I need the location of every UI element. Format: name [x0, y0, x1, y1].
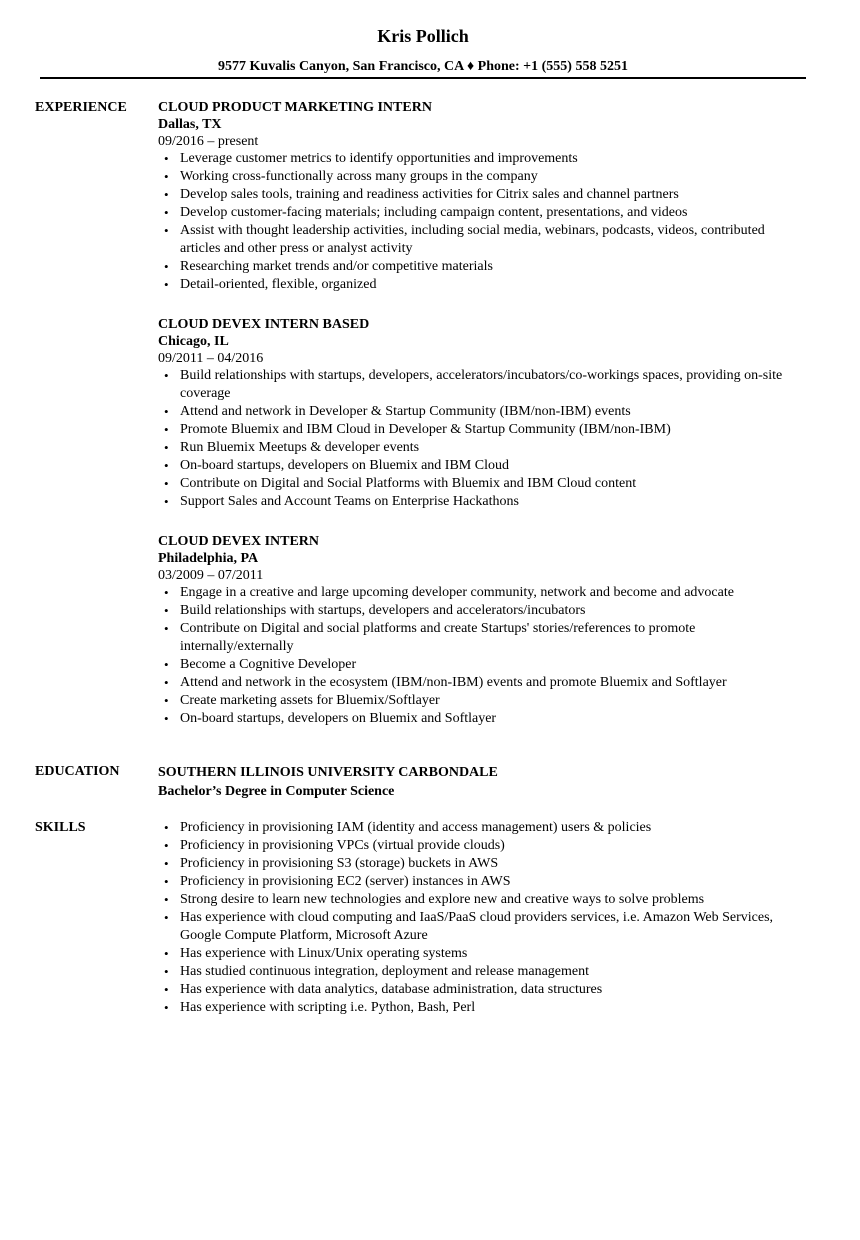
job-title: CLOUD PRODUCT MARKETING INTERN — [158, 100, 432, 115]
list-item: • Has experience with Linux/Unix operating systems — [158, 945, 808, 963]
school-name: SOUTHERN ILLINOIS UNIVERSITY CARBONDALE — [158, 765, 498, 780]
list-item: • Assist with thought leadership activities, including social media, webinars, podcasts, videos, contributed articles and other press or analyst activity — [158, 222, 808, 258]
list-item: • Engage in a creative and large upcoming developer community, network and become and advocate — [158, 584, 808, 602]
job-bullets — [158, 367, 808, 511]
job-entry — [158, 533, 808, 728]
job-location: Philadelphia, PA — [158, 551, 259, 566]
list-item: • Attend and network in the ecosystem (IBM/non-IBM) events and promote Bluemix and Softlayer — [158, 674, 808, 692]
list-item: • Proficiency in provisioning VPCs (virtual provide clouds) — [158, 837, 808, 855]
list-item: • Run Bluemix Meetups & developer events — [158, 439, 808, 457]
job-location: Chicago, IL — [158, 334, 229, 349]
job-title: CLOUD DEVEX INTERN BASED — [158, 317, 370, 332]
candidate-name: Kris Pollich — [377, 26, 469, 46]
job-dates: 09/2011 – 04/2016 — [158, 351, 264, 366]
list-item: • Proficiency in provisioning S3 (storage) buckets in AWS — [158, 855, 808, 873]
phone: Phone: +1 (555) 558 5251 — [477, 59, 628, 74]
job-entry — [158, 316, 808, 511]
header-divider — [40, 77, 806, 79]
list-item: • Build relationships with startups, developers, accelerators/incubators/co-workings spaces, providing on-site coverage — [158, 367, 808, 403]
list-item: • Has experience with data analytics, database administration, data structures — [158, 981, 808, 999]
address: 9577 Kuvalis Canyon, San Francisco, CA — [218, 59, 464, 74]
job-dates: 03/2009 – 07/2011 — [158, 568, 264, 583]
diamond-separator-icon: ♦ — [466, 59, 475, 74]
list-item: • Leverage customer metrics to identify opportunities and improvements — [158, 150, 808, 168]
list-item: • Develop sales tools, training and readiness activities for Citrix sales and channel partners — [158, 186, 808, 204]
contact-line — [0, 58, 846, 76]
job-dates: 09/2016 – present — [158, 134, 259, 149]
list-item: • Contribute on Digital and social platforms and create Startups' stories/references to promote internally/externally — [158, 620, 808, 656]
experience-list — [158, 99, 808, 750]
education-entry — [158, 763, 808, 802]
section-label-experience: EXPERIENCE — [35, 100, 127, 115]
list-item: • Contribute on Digital and Social Platforms with Bluemix and IBM Cloud content — [158, 475, 808, 493]
list-item: • On-board startups, developers on Bluemix and IBM Cloud — [158, 457, 808, 475]
list-item: • Has experience with cloud computing and IaaS/PaaS cloud providers services, i.e. Amazon Web Services, Google Compute Platform, Microsoft Azure — [158, 909, 808, 945]
skills-list — [158, 819, 808, 1017]
list-item: • Create marketing assets for Bluemix/Softlayer — [158, 692, 808, 710]
list-item: • Working cross-functionally across many groups in the company — [158, 168, 808, 186]
list-item: • Has studied continuous integration, deployment and release management — [158, 963, 808, 981]
list-item: • Proficiency in provisioning EC2 (server) instances in AWS — [158, 873, 808, 891]
list-item: • Develop customer-facing materials; including campaign content, presentations, and videos — [158, 204, 808, 222]
list-item: • Support Sales and Account Teams on Enterprise Hackathons — [158, 493, 808, 511]
list-item: • Attend and network in Developer & Startup Community (IBM/non-IBM) events — [158, 403, 808, 421]
job-title: CLOUD DEVEX INTERN — [158, 534, 320, 549]
job-entry — [158, 99, 808, 294]
job-bullets — [158, 150, 808, 294]
list-item: • Become a Cognitive Developer — [158, 656, 808, 674]
job-location: Dallas, TX — [158, 117, 222, 132]
degree: Bachelor’s Degree in Computer Science — [158, 784, 395, 799]
skills-list-container — [158, 819, 808, 1017]
section-label-education: EDUCATION — [35, 764, 120, 779]
list-item: • On-board startups, developers on Bluemix and Softlayer — [158, 710, 808, 728]
list-item: • Build relationships with startups, developers and accelerators/incubators — [158, 602, 808, 620]
list-item: • Strong desire to learn new technologies and explore new and creative ways to solve problems — [158, 891, 808, 909]
list-item: • Researching market trends and/or competitive materials — [158, 258, 808, 276]
list-item: • Proficiency in provisioning IAM (identity and access management) users & policies — [158, 819, 808, 837]
list-item: • Detail-oriented, flexible, organized — [158, 276, 808, 294]
list-item: • Promote Bluemix and IBM Cloud in Developer & Startup Community (IBM/non-IBM) — [158, 421, 808, 439]
section-label-skills: SKILLS — [35, 820, 86, 835]
job-bullets — [158, 584, 808, 728]
list-item: • Has experience with scripting i.e. Python, Bash, Perl — [158, 999, 808, 1017]
